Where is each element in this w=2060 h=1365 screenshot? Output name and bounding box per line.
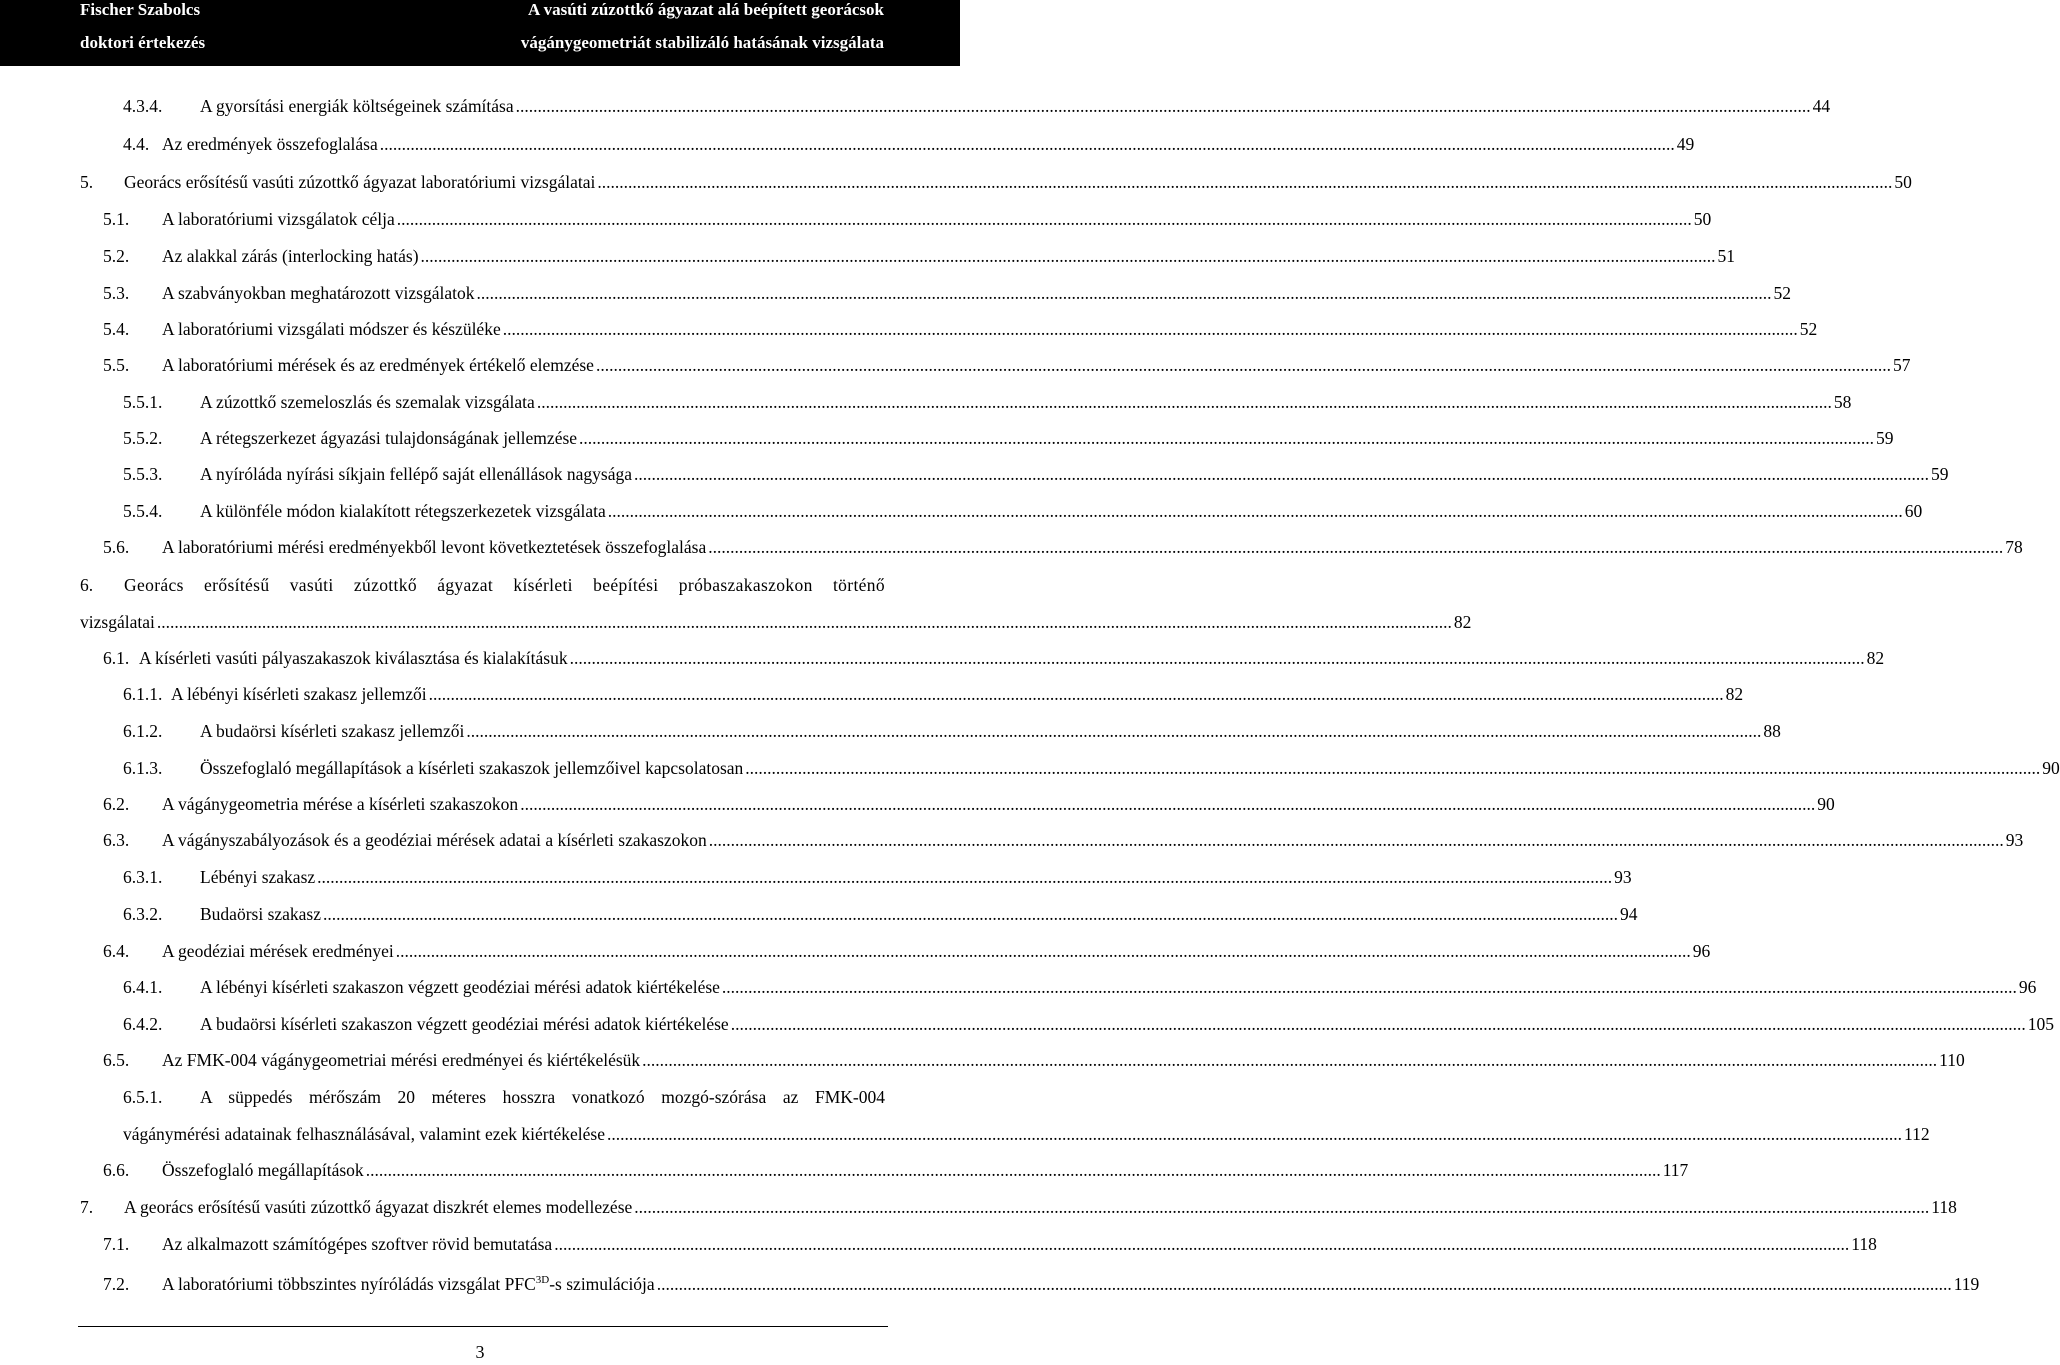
toc-entry[interactable]	[123, 719, 1781, 743]
toc-page: 105	[2027, 1014, 2054, 1034]
toc-entry[interactable]	[80, 1195, 1957, 1219]
toc-page: 59	[1931, 464, 1949, 484]
toc-title: Az alakkal zárás (interlocking hatás)	[162, 246, 419, 266]
toc-title: A laboratóriumi vizsgálatok célja	[162, 209, 395, 229]
toc-page: 96	[2018, 977, 2037, 997]
toc-entry[interactable]	[103, 1268, 1980, 1294]
toc-title: Lébényi szakasz	[200, 867, 316, 887]
toc-title: Az FMK-004 vágánygeometriai mérési eredményei és kiértékelésük	[162, 1050, 641, 1070]
toc-title-first-line	[123, 1085, 885, 1109]
toc-entry[interactable]	[103, 281, 1791, 305]
toc-title: Összefoglaló megállapítások a kísérleti szakaszok jellemzőivel kapcsolatosan	[200, 758, 744, 778]
toc-page: 112	[1903, 1124, 1930, 1144]
toc-title: Georács erősítésű vasúti zúzottkő ágyazat kísérleti beépítési próbaszakaszokon történő	[124, 575, 885, 595]
toc-title: Összefoglaló megállapítások	[162, 1160, 364, 1180]
toc-page: 44	[1812, 96, 1831, 116]
toc-title: A geodéziai mérések eredményei	[162, 941, 394, 961]
toc-page: 58	[1833, 392, 1852, 412]
toc-entry[interactable]	[103, 792, 1835, 816]
toc-title: A nyíróláda nyírási síkjain fellépő saját ellenállások nagysága	[200, 464, 633, 484]
toc-title: A szabványokban meghatározott vizsgálatok	[162, 283, 475, 303]
toc-number: 5.5.3.	[123, 464, 163, 484]
toc-title: A kísérleti vasúti pályaszakaszok kiválasztása és kialakításuk	[139, 648, 568, 668]
toc-entry[interactable]	[123, 865, 1632, 889]
toc-number: 6.4.2.	[123, 1014, 163, 1034]
superscript-3d: 3D	[535, 1274, 550, 1286]
toc-number: 5.2.	[103, 246, 130, 266]
toc-title: Az eredmények összefoglalása	[162, 134, 378, 154]
toc-number: 6.6.	[103, 1160, 130, 1180]
toc-number: 6.4.	[103, 941, 130, 961]
toc-entry[interactable]	[123, 756, 2060, 780]
toc-page: 52	[1773, 283, 1791, 303]
toc-page: 78	[2005, 537, 2023, 557]
page-number: 3	[475, 1342, 485, 1362]
toc-page: 51	[1717, 246, 1736, 266]
toc-page: 57	[1892, 355, 1911, 375]
toc-entry[interactable]	[103, 317, 1818, 341]
toc-number: 6.	[80, 575, 94, 595]
toc-title: A georács erősítésű vasúti zúzottkő ágyazat diszkrét elemes modellezése	[124, 1197, 633, 1217]
toc-number: 6.1.	[103, 648, 130, 668]
toc-page: 93	[1614, 867, 1632, 887]
toc-title: A lébényi kísérleti szakaszon végzett geodéziai mérési adatok kiértékelése	[200, 977, 720, 997]
toc-number: 7.1.	[103, 1234, 130, 1254]
toc-entry-two-line[interactable]	[80, 573, 1472, 634]
toc-entry[interactable]	[123, 462, 1949, 486]
toc-entry[interactable]	[123, 132, 1695, 156]
toc-number: 5.5.2.	[123, 428, 163, 448]
author-name: Fischer Szabolcs	[80, 0, 201, 19]
toc-title: A zúzottkő szemeloszlás és szemalak vizsgálata	[200, 392, 535, 412]
toc-page: 50	[1693, 209, 1712, 229]
toc-title: A budaörsi kísérleti szakaszon végzett geodéziai mérési adatok kiértékelése	[200, 1014, 729, 1034]
toc-number: 7.2.	[103, 1274, 130, 1294]
toc-number: 6.5.	[103, 1050, 130, 1070]
toc-number: 5.4.	[103, 319, 130, 339]
toc-entry[interactable]	[123, 975, 2037, 999]
toc-entry[interactable]	[123, 94, 1831, 118]
toc-entry-two-line[interactable]	[123, 1085, 1930, 1146]
toc-entry[interactable]	[103, 244, 1736, 268]
thesis-title-line1: A vasúti zúzottkő ágyazat alá beépített georácsok	[527, 0, 884, 19]
toc-page: 118	[1931, 1197, 1957, 1217]
toc-number: 6.3.1.	[123, 867, 163, 887]
toc-entry[interactable]	[103, 1048, 1965, 1072]
toc-title: A laboratóriumi mérések és az eredmények értékelő elemzése	[162, 355, 594, 375]
toc-number: 7.	[80, 1197, 94, 1217]
toc-number: 5.6.	[103, 537, 130, 557]
toc-page: 52	[1799, 319, 1818, 339]
toc-number: 5.3.	[103, 283, 130, 303]
toc-entry[interactable]	[103, 207, 1712, 231]
toc-page: 96	[1692, 941, 1711, 961]
toc-number: 6.5.1.	[123, 1087, 163, 1107]
toc-page: 60	[1904, 501, 1923, 521]
toc-page: 82	[1725, 684, 1744, 704]
toc-page: 82	[1453, 612, 1472, 632]
toc-number: 6.3.2.	[123, 904, 163, 924]
toc-title: Az alkalmazott számítógépes szoftver rövid bemutatása	[162, 1234, 553, 1254]
toc-title: A vágányszabályozások és a geodéziai mérések adatai a kísérleti szakaszokon	[162, 830, 707, 850]
toc-title: Budaörsi szakasz	[200, 904, 322, 924]
toc-page: 90	[2042, 758, 2060, 778]
toc-page: 119	[1953, 1274, 1980, 1294]
toc-page: 94	[1620, 904, 1638, 924]
toc-page: 82	[1866, 648, 1885, 668]
toc-entry[interactable]	[123, 682, 1744, 706]
toc-page: 117	[1662, 1160, 1689, 1180]
toc-entry[interactable]	[103, 939, 1711, 963]
toc-title: Georács erősítésű vasúti zúzottkő ágyazat laboratóriumi vizsgálatai	[124, 172, 596, 192]
toc-title: A gyorsítási energiák költségeinek számítása	[200, 96, 514, 116]
toc-page: 50	[1894, 172, 1912, 192]
toc-number: 4.3.4.	[123, 96, 163, 116]
toc-title: A budaörsi kísérleti szakasz jellemzői	[200, 721, 465, 741]
toc-entry[interactable]	[123, 499, 1923, 523]
page-header	[0, 0, 960, 66]
toc-entry[interactable]	[103, 1158, 1689, 1182]
toc-page: 93	[2005, 830, 2024, 850]
toc-number: 6.1.1.	[123, 684, 163, 704]
toc-number: 6.2.	[103, 794, 130, 814]
toc-number: 6.1.2.	[123, 721, 163, 741]
document-type: doktori értekezés	[80, 33, 206, 52]
toc-page: 118	[1851, 1234, 1877, 1254]
toc-number: 5.	[80, 172, 94, 192]
toc-entry[interactable]	[80, 170, 1912, 194]
toc-title-continuation: vizsgálatai	[80, 612, 155, 632]
toc-entry[interactable]	[123, 426, 1894, 450]
toc-number: 6.1.3.	[123, 758, 163, 778]
toc-title: A laboratóriumi mérési eredményekből levont következtetések összefoglalása	[162, 537, 707, 557]
toc-title: A laboratóriumi vizsgálati módszer és készüléke	[162, 319, 501, 339]
toc-title-continuation: vágánymérési adatainak felhasználásával, valamint ezek kiértékelése	[123, 1124, 605, 1144]
toc-page: 49	[1676, 134, 1695, 154]
toc-title-first-line	[80, 573, 885, 597]
toc-entry[interactable]	[103, 828, 2024, 852]
toc-entry[interactable]	[123, 390, 1852, 414]
toc-number: 6.4.1.	[123, 977, 163, 997]
toc-number: 5.5.1.	[123, 392, 163, 412]
footer-divider	[78, 1326, 888, 1327]
toc-title: A süppedés mérőszám 20 méteres hosszra vonatkozó mozgó-szórása az FMK-004	[200, 1087, 885, 1107]
toc-title: A laboratóriumi többszintes nyíróládás vizsgálat $PFC^{3D}-s$ szimulációja	[162, 1274, 655, 1294]
toc-page: 59	[1876, 428, 1894, 448]
toc-page: 88	[1763, 721, 1781, 741]
toc-page: 90	[1817, 794, 1835, 814]
toc-number: 5.5.4.	[123, 501, 163, 521]
toc-number: 5.5.	[103, 355, 130, 375]
toc-title: A lébényi kísérleti szakasz jellemzői	[171, 684, 427, 704]
toc-page: 110	[1939, 1050, 1965, 1070]
toc-title: A vágánygeometria mérése a kísérleti szakaszokon	[162, 794, 519, 814]
toc-entry[interactable]	[123, 1012, 2054, 1036]
toc-number: 4.4.	[123, 134, 150, 154]
toc-number: 6.3.	[103, 830, 130, 850]
thesis-title-line2: vágánygeometriát stabilizáló hatásának vizsgálata	[520, 33, 884, 52]
toc-entry[interactable]	[103, 535, 2023, 559]
toc-number: 5.1.	[103, 209, 130, 229]
toc-title: A különféle módon kialakított rétegszerkezetek vizsgálata	[200, 501, 606, 521]
toc-title: A rétegszerkezet ágyazási tulajdonságának jellemzése	[200, 428, 578, 448]
toc-entry[interactable]	[103, 646, 1885, 670]
toc-entry[interactable]	[123, 902, 1638, 926]
toc-entry[interactable]	[103, 353, 1911, 377]
toc-entry[interactable]	[103, 1232, 1877, 1256]
